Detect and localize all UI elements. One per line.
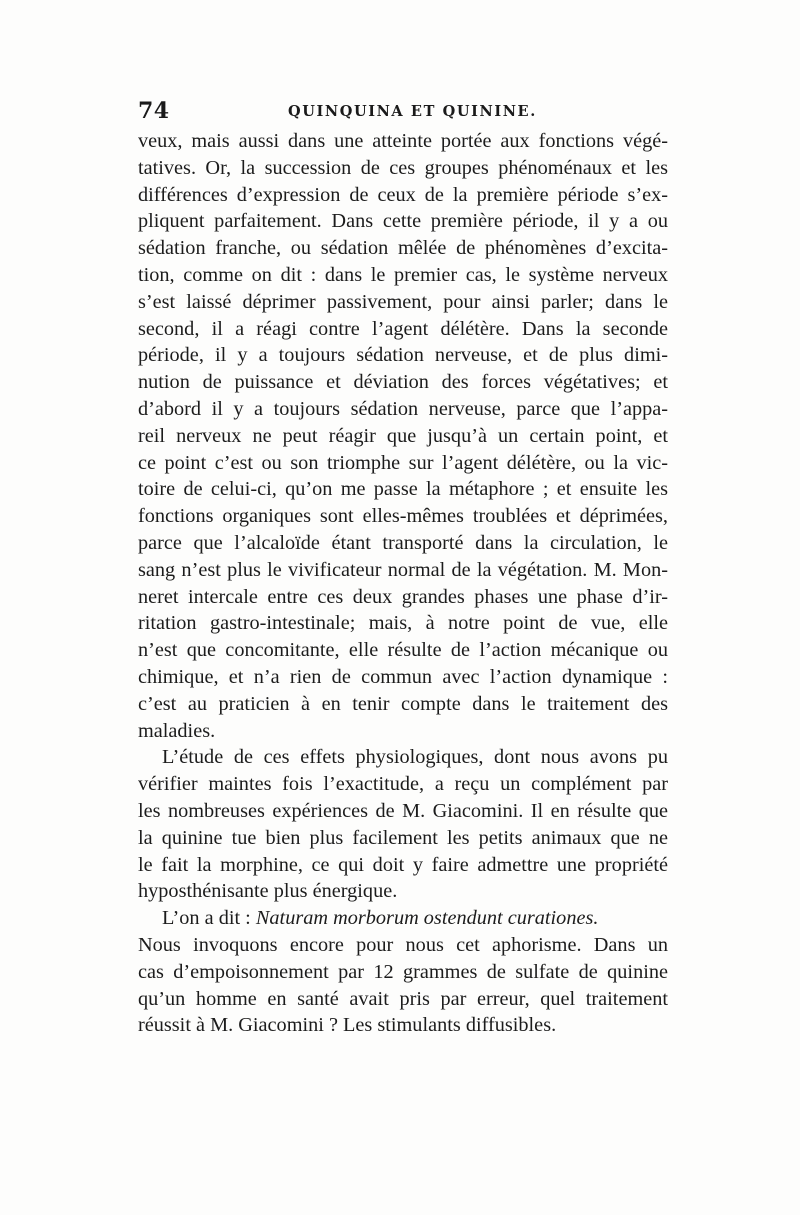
running-title: QUINQUINA ET QUININE. bbox=[288, 103, 537, 120]
text-line: reil nerveux ne peut réagir que jusqu’à un certain point, et bbox=[138, 424, 668, 447]
text-line: neret intercale entre ces deux grandes phases une phase d’ir- bbox=[138, 585, 668, 608]
text-line: second, il a réagi contre l’agent délétère. Dans la seconde bbox=[138, 317, 668, 340]
text-line: les nombreuses expériences de M. Giacomini. Il en résulte que bbox=[138, 799, 668, 822]
text-line: cas d’empoisonnement par 12 grammes de sulfate de quinine bbox=[138, 960, 668, 983]
text-line: réussit à M. Giacomini ? Les stimulants diffusibles. bbox=[138, 1014, 557, 1037]
text-line: c’est au praticien à en tenir compte dans le traitement des bbox=[138, 692, 668, 715]
text-line: la quinine tue bien plus facilement les petits animaux que ne bbox=[138, 826, 668, 849]
text-line: Nous invoquons encore pour nous cet aphorisme. Dans un bbox=[138, 933, 668, 956]
text-line: L’étude de ces effets physiologiques, dont nous avons pu bbox=[162, 746, 668, 769]
text-line: n’est que concomitante, elle résulte de l’action mécanique ou bbox=[138, 639, 668, 662]
text-line: tion, comme on dit : dans le premier cas, le système nerveux bbox=[138, 263, 668, 286]
text-line: toire de celui-ci, qu’on me passe la métaphore ; et ensuite les bbox=[138, 478, 668, 501]
text-line: sédation franche, ou sédation mêlée de phénomènes d’excita- bbox=[138, 237, 668, 260]
text-line: différences d’expression de ceux de la première période s’ex- bbox=[138, 183, 668, 206]
latin-aphorism: Naturam morborum ostendunt curationes. bbox=[255, 907, 599, 930]
text-line: pliquent parfaitement. Dans cette première période, il y a ou bbox=[138, 210, 668, 233]
paragraph-1 bbox=[138, 128, 668, 744]
text-line: chimique, et n’a rien de commun avec l’action dynamique : bbox=[138, 665, 668, 688]
text-line: qu’un homme en santé avait pris par erreur, quel traitement bbox=[138, 987, 668, 1010]
quote-intro: L’on a dit : bbox=[162, 907, 256, 930]
text-line: sang n’est plus le vivificateur normal de la végétation. M. Mon- bbox=[138, 558, 668, 581]
text-line: ritation gastro-intestinale; mais, à notre point de vue, elle bbox=[138, 612, 668, 635]
page-header bbox=[138, 98, 668, 124]
text-line: d’abord il y a toujours sédation nerveuse, parce que l’appa- bbox=[138, 397, 668, 420]
body-text bbox=[138, 128, 668, 1039]
text-line-with-quote bbox=[138, 905, 668, 932]
text-line: nution de puissance et déviation des forces végétatives; et bbox=[138, 371, 668, 394]
text-line: fonctions organiques sont elles-mêmes troublées et déprimées, bbox=[138, 505, 668, 528]
text-line: veux, mais aussi dans une atteinte portée aux fonctions végé- bbox=[138, 130, 668, 152]
text-line: s’est laissé déprimer passivement, pour ainsi parler; dans le bbox=[138, 290, 668, 313]
text-line: hyposthénisante plus énergique. bbox=[138, 880, 398, 903]
text-line: parce que l’alcaloïde étant transporté dans la circulation, le bbox=[138, 531, 668, 554]
text-line: vérifier maintes fois l’exactitude, a reçu un complément par bbox=[138, 773, 668, 796]
page-number: 74 bbox=[138, 98, 170, 124]
paragraph-3 bbox=[138, 905, 668, 1039]
text-line: maladies. bbox=[138, 719, 216, 742]
text-line: tatives. Or, la succession de ces groupes phénoménaux et les bbox=[138, 156, 668, 179]
paragraph-2 bbox=[138, 744, 668, 905]
text-line: le fait la morphine, ce qui doit y faire admettre une propriété bbox=[138, 853, 668, 876]
text-line: ce point c’est ou son triomphe sur l’agent délétère, ou la vic- bbox=[138, 451, 668, 474]
text-line: période, il y a toujours sédation nerveuse, et de plus dimi- bbox=[138, 344, 668, 367]
